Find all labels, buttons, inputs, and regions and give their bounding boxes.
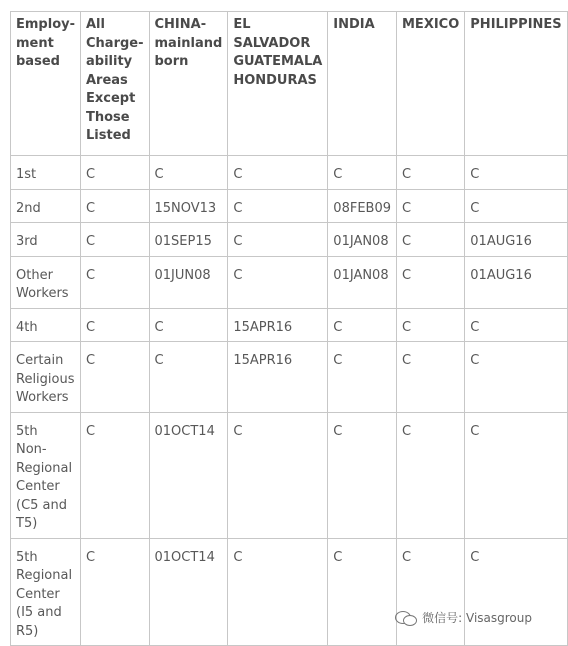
- table-cell: 01AUG16: [465, 256, 567, 308]
- header-philippines: PHILIPPINES: [465, 12, 567, 156]
- wechat-icon: [395, 610, 417, 626]
- table-cell: 01SEP15: [149, 223, 228, 257]
- row-category-cell: 3rd: [11, 223, 81, 257]
- header-china: CHINA- mainland born: [149, 12, 228, 156]
- table-cell: 01OCT14: [149, 538, 228, 646]
- table-cell: 01JAN08: [328, 256, 397, 308]
- table-row: [11, 342, 568, 413]
- table-cell: C: [397, 538, 465, 646]
- table-cell: 01OCT14: [149, 412, 228, 538]
- table-cell: C: [81, 342, 150, 413]
- table-cell: C: [465, 308, 567, 342]
- table-cell: C: [465, 538, 567, 646]
- table-cell: C: [465, 412, 567, 538]
- table-cell: C: [397, 256, 465, 308]
- table-cell: C: [328, 412, 397, 538]
- table-cell: C: [228, 156, 328, 190]
- header-mexico: MEXICO: [397, 12, 465, 156]
- row-category-cell: 5th Regional Center (I5 and R5): [11, 538, 81, 646]
- row-category-cell: 4th: [11, 308, 81, 342]
- table-cell: C: [81, 156, 150, 190]
- table-cell: C: [149, 156, 228, 190]
- table-cell: C: [228, 189, 328, 223]
- table-cell: 01AUG16: [465, 223, 567, 257]
- table-row: [11, 538, 568, 646]
- table-cell: C: [81, 308, 150, 342]
- header-india: INDIA: [328, 12, 397, 156]
- table-cell: C: [465, 189, 567, 223]
- table-cell: C: [397, 342, 465, 413]
- table-cell: C: [149, 342, 228, 413]
- watermark-text: 微信号: Visasgroup: [422, 611, 532, 625]
- table-row: [11, 308, 568, 342]
- row-category-cell: 1st: [11, 156, 81, 190]
- table-cell: 01JAN08: [328, 223, 397, 257]
- table-cell: 15APR16: [228, 342, 328, 413]
- table-cell: C: [81, 538, 150, 646]
- table-row: [11, 156, 568, 190]
- row-category-cell: 5th Non- Regional Center (C5 and T5): [11, 412, 81, 538]
- watermark: [395, 609, 532, 626]
- table-cell: C: [81, 412, 150, 538]
- table-cell: C: [228, 412, 328, 538]
- table-row: [11, 412, 568, 538]
- table-cell: 08FEB09: [328, 189, 397, 223]
- table-cell: C: [81, 256, 150, 308]
- table-cell: C: [228, 256, 328, 308]
- table-cell: C: [81, 189, 150, 223]
- table-cell: C: [397, 308, 465, 342]
- table-row: [11, 256, 568, 308]
- table-cell: 15NOV13: [149, 189, 228, 223]
- table-cell: C: [397, 412, 465, 538]
- table-cell: 15APR16: [228, 308, 328, 342]
- table-cell: C: [397, 156, 465, 190]
- table-cell: C: [81, 223, 150, 257]
- table-cell: C: [465, 342, 567, 413]
- table-cell: C: [328, 342, 397, 413]
- row-category-cell: Certain Religious Workers: [11, 342, 81, 413]
- table-cell: C: [397, 189, 465, 223]
- table-cell: C: [228, 538, 328, 646]
- table-cell: C: [465, 156, 567, 190]
- row-category-cell: Other Workers: [11, 256, 81, 308]
- table-cell: C: [397, 223, 465, 257]
- table-cell: C: [328, 538, 397, 646]
- table-row: [11, 223, 568, 257]
- header-employment-based: Employ- ment based: [11, 12, 81, 156]
- table-cell: C: [328, 308, 397, 342]
- table-cell: 01JUN08: [149, 256, 228, 308]
- row-category-cell: 2nd: [11, 189, 81, 223]
- table-cell: C: [149, 308, 228, 342]
- header-row: [11, 12, 568, 156]
- header-all-chargeability: All Charge- ability Areas Except Those Listed: [81, 12, 150, 156]
- table-row: [11, 189, 568, 223]
- header-el-salvador: EL SALVADOR GUATEMALA HONDURAS: [228, 12, 328, 156]
- table-cell: C: [228, 223, 328, 257]
- table-cell: C: [328, 156, 397, 190]
- visa-bulletin-table: [10, 11, 568, 646]
